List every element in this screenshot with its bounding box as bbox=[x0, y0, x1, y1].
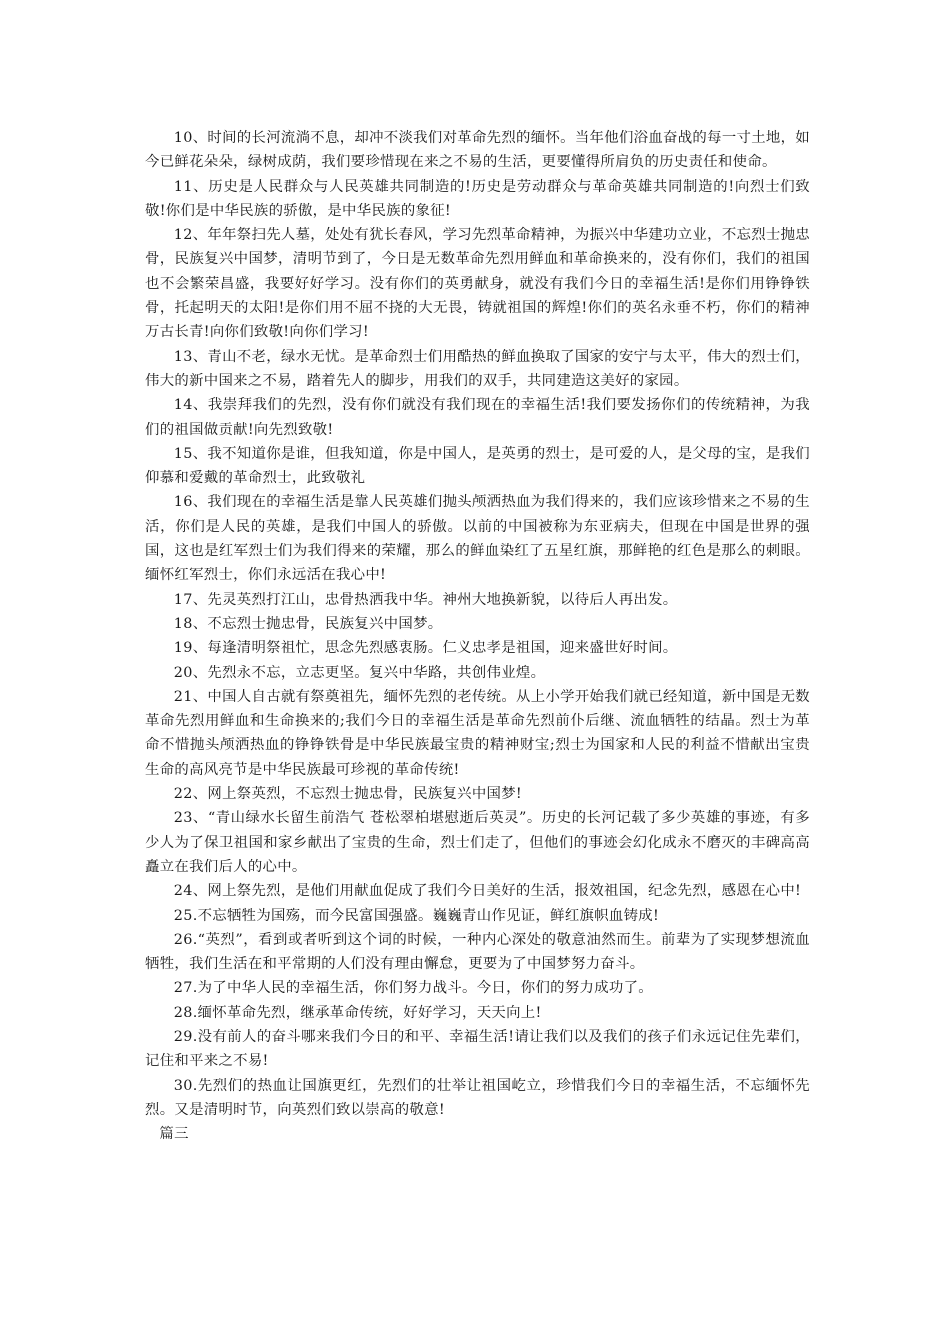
section-heading: 篇三 bbox=[159, 1126, 189, 1143]
paragraph-21: 21、中国人自古就有祭奠祖先，缅怀先烈的老传统。从上小学开始我们就已经知道，新中国是无数革命先烈用鲜血和生命换来的;我们今日的幸福生活是革命先烈前仆后继、流血牺牲的结晶。烈士为革命不惜抛头颅洒热血的铮铮铁骨是中华民族最宝贵的精神财宝;烈士为国家和人民的利益不惜献出宝贵生命的高风亮节是中华民族最可珍视的革命传统! bbox=[145, 688, 810, 778]
paragraph-25: 25.不忘牺牲为国殇，而今民富国强盛。巍巍青山作见证，鲜红旗帜血铸成! bbox=[173, 907, 660, 924]
paragraph-27: 27.为了中华人民的幸福生活，你们努力战斗。今日，你们的努力成功了。 bbox=[173, 980, 653, 997]
paragraph-30: 30.先烈们的热血让国旗更红，先烈们的壮举让祖国屹立，珍惜我们今日的幸福生活，不忘缅怀先烈。又是清明时节，向英烈们致以崇高的敬意! bbox=[145, 1077, 810, 1118]
paragraph-17: 17、先灵英烈打江山，忠骨热洒我中华。神州大地换新貌，以待后人再出发。 bbox=[173, 591, 678, 608]
paragraph-11: 11、历史是人民群众与人民英雄共同制造的!历史是劳动群众与革命英雄共同制造的!向烈士们致敬!你们是中华民族的骄傲，是中华民族的象征! bbox=[145, 178, 810, 219]
paragraph-13: 13、青山不老，绿水无忧。是革命烈士们用酷热的鲜血换取了国家的安宁与太平，伟大的烈士们，伟大的新中国来之不易，踏着先人的脚步，用我们的双手，共同建造这美好的家园。 bbox=[145, 348, 810, 389]
paragraph-24: 24、网上祭先烈，是他们用献血促成了我们今日美好的生活，报效祖国，纪念先烈，感恩在心中! bbox=[173, 883, 802, 900]
paragraph-28: 28.缅怀革命先烈，继承革命传统，好好学习，天天向上! bbox=[173, 1004, 542, 1021]
paragraph-14: 14、我崇拜我们的先烈，没有你们就没有我们现在的幸福生活!我们要发扬你们的传统精神，为我们的祖国做贡献!向先烈致敬! bbox=[145, 397, 810, 438]
paragraph-29: 29.没有前人的奋斗哪来我们今日的和平、幸福生活!请让我们以及我们的孩子们永远记住先辈们，记住和平来之不易! bbox=[145, 1028, 810, 1070]
paragraph-22: 22、网上祭英烈，不忘烈士抛忠骨，民族复兴中国梦! bbox=[173, 786, 522, 803]
paragraph-12: 12、年年祭扫先人墓，处处有犹长春风，学习先烈革命精神，为振兴中华建功立业，不忘烈士抛忠骨，民族复兴中国梦，清明节到了，今日是无数革命先烈用鲜血和革命换来的，没有你们，我们的祖国也不会繁荣昌盛，我要好好学习。没有你们的英勇献身，就没有我们今日的幸福生活!是你们用铮铮铁骨，托起明天的太阳!是你们用不屈不挠的大无畏，铸就祖国的辉煌!你们的英名永垂不朽，你们的精神万古长青!向你们致敬!向你们学习! bbox=[145, 227, 810, 341]
paragraph-26: 26.“英烈”，看到或者听到这个词的时候，一种内心深处的敬意油然而生。前辈为了实现梦想流血牺牲，我们生活在和平常期的人们没有理由懈怠，更要为了中国梦努力奋斗。 bbox=[145, 931, 810, 973]
paragraph-15: 15、我不知道你是谁，但我知道，你是中国人，是英勇的烈士，是可爱的人，是父母的宝，是我们仰慕和爱戴的革命烈士，此致敬礼 bbox=[145, 445, 810, 487]
paragraph-23: 23、“青山绿水长留生前浩气 苍松翠柏堪慰逝后英灵”。历史的长河记载了多少英雄的事迹，有多少人为了保卫祖国和家乡献出了宝贵的生命，烈士们走了，但他们的事迹会幻化成永不磨灭的丰碑高高矗立在我们后人的心中。 bbox=[145, 810, 810, 875]
paragraph-19: 19、每逢清明祭祖忙，思念先烈感衷肠。仁义忠孝是祖国，迎来盛世好时间。 bbox=[173, 640, 678, 657]
document-body bbox=[145, 126, 810, 1146]
paragraph-18: 18、不忘烈士抛忠骨，民族复兴中国梦。 bbox=[173, 615, 443, 632]
paragraph-16: 16、我们现在的幸福生活是靠人民英雄们抛头颅洒热血为我们得来的，我们应该珍惜来之不易的生活，你们是人民的英雄，是我们中国人的骄傲。以前的中国被称为东亚病夫，但现在中国是世界的强国，这也是红军烈士们为我们得来的荣耀，那么的鲜血染红了五星红旗，那鲜艳的红色是那么的刺眼。 缅怀红军烈士，你们永远活在我心中! bbox=[145, 494, 810, 584]
paragraph-10: 10、时间的长河流淌不息，却冲不淡我们对革命先烈的缅怀。当年他们浴血奋战的每一寸土地，如今已鲜花朵朵，绿树成荫，我们要珍惜现在来之不易的生活，更要懂得所肩负的历史责任和使命。 bbox=[145, 130, 810, 171]
paragraph-20: 20、先烈永不忘，立志更坚。复兴中华路，共创伟业煌。 bbox=[173, 664, 546, 681]
